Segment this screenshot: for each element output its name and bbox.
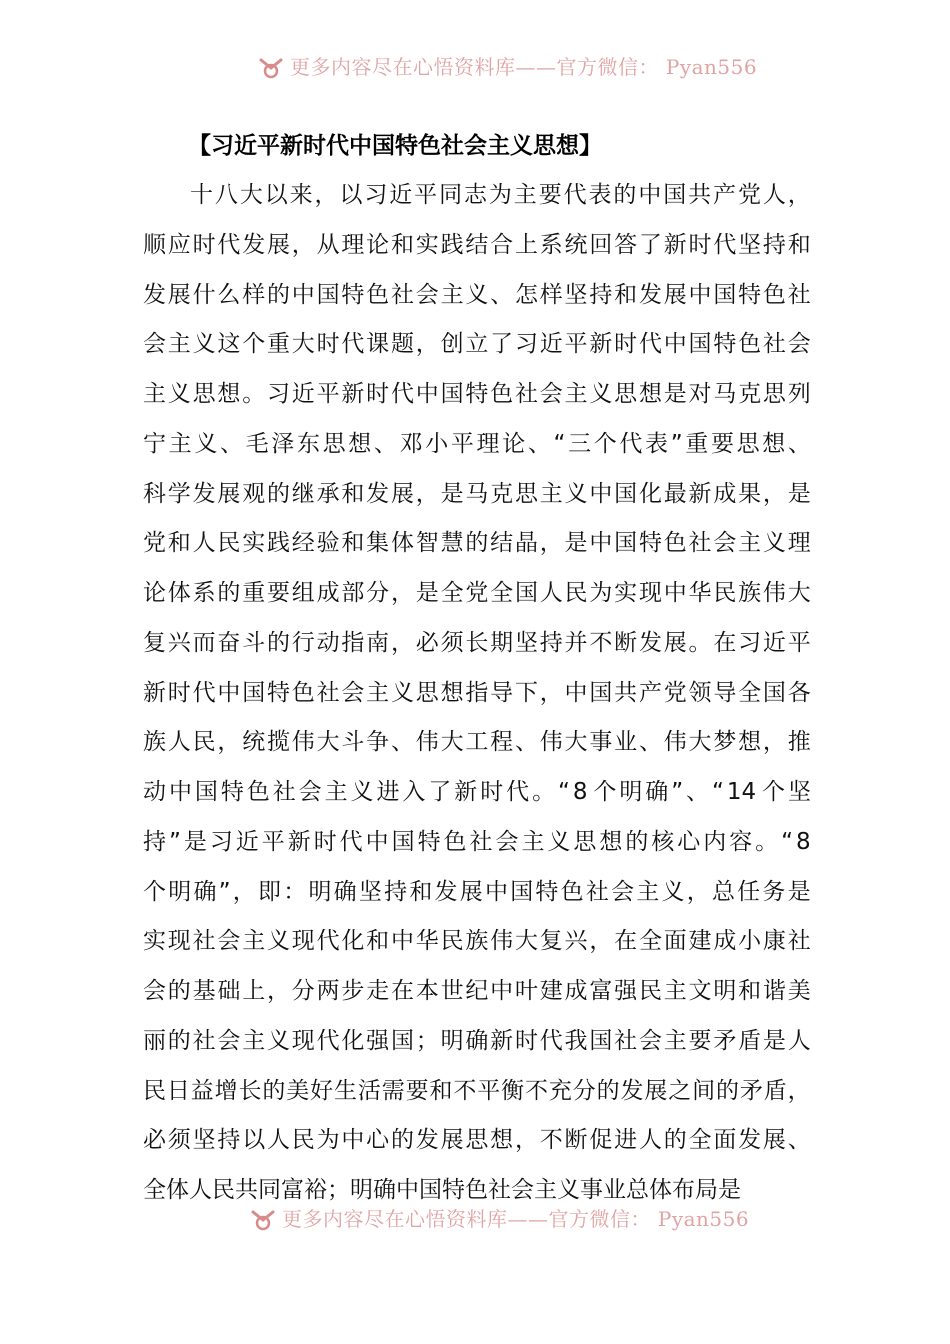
body-text-line: 民 日 益 增 长 的 美 好 生 活 需 要 和 不 平 衡 不 充 分 的 发 展 之 间 的 矛 盾 ， bbox=[143, 1077, 811, 1104]
body-text-line: 个 明 确 ” ， 即 ： 明 确 坚 持 和 发 展 中 国 特 色 社 会 主 义 ， 总 任 务 是 bbox=[143, 878, 811, 905]
body-text-line: 宁 主 义 、 毛 泽 东 思 想 、 邓 小 平 理 论 、 “ 三 个 代 表 ” 重 要 思 想 、 bbox=[143, 430, 811, 457]
logo-icon bbox=[258, 54, 284, 80]
footer-watermark bbox=[0, 1204, 950, 1234]
body-text-line: 实 现 社 会 主 义 现 代 化 和 中 华 民 族 伟 大 复 兴 ， 在 全 面 建 成 小 康 社 bbox=[143, 928, 811, 955]
body-text-line: 主 义 思 想 。 习 近 平 新 时 代 中 国 特 色 社 会 主 义 思 想 是 对 马 克 思 列 bbox=[143, 381, 811, 407]
body-text-line: 十 八 大 以 来 ， 以 习 近 平 同 志 为 主 要 代 表 的 中 国 共 产 党 人 ， bbox=[190, 182, 811, 208]
body-text-line: 必 须 坚 持 以 人 民 为 中 心 的 发 展 思 想 ， 不 断 促 进 人 的 全 面 发 展 、 bbox=[143, 1127, 811, 1154]
body-text-line: 动 中 国 特 色 社 会 主 义 进 入 了 新 时 代 。 “ 8 个 明 确 ” 、 “ 14 个 坚 bbox=[143, 779, 811, 805]
body-text-line: 党 和 人 民 实 践 经 验 和 集 体 智 慧 的 结 晶 ， 是 中 国 特 色 社 会 主 义 理 bbox=[143, 530, 811, 557]
logo-icon bbox=[250, 1206, 276, 1232]
body-text-line: 丽 的 社 会 主 义 现 代 化 强 国 ； 明 确 新 时 代 我 国 社 会 主 要 矛 盾 是 人 bbox=[143, 1027, 811, 1054]
body-text-line: 科 学 发 展 观 的 继 承 和 发 展 ， 是 马 克 思 主 义 中 国 化 最 新 成 果 ， 是 bbox=[143, 480, 811, 507]
body-text-line: 发 展 什 么 样 的 中 国 特 色 社 会 主 义 、 怎 样 坚 持 和 发 展 中 国 特 色 社 bbox=[143, 281, 811, 308]
body-text-line: 顺 应 时 代 发 展 ， 从 理 论 和 实 践 结 合 上 系 统 回 答 了 新 时 代 坚 持 和 bbox=[143, 231, 811, 258]
watermark-text: 更多内容尽在心悟资料库——官方微信： Pyan556 bbox=[282, 1207, 750, 1231]
body-text-line: 族 人 民 ， 统 揽 伟 大 斗 争 、 伟 大 工 程 、 伟 大 事 业 、 伟 大 梦 想 ， 推 bbox=[143, 729, 811, 756]
body-text-line: 会 的 基 础 上 ， 分 两 步 走 在 本 世 纪 中 叶 建 成 富 强 民 主 文 明 和 谐 美 bbox=[143, 978, 811, 1004]
document-body bbox=[143, 171, 811, 1216]
body-text-line: 论 体 系 的 重 要 组 成 部 分 ， 是 全 党 全 国 人 民 为 实 现 中 华 民 族 伟 大 bbox=[143, 580, 811, 606]
watermark-text: 更多内容尽在心悟资料库——官方微信： Pyan556 bbox=[290, 55, 758, 79]
body-text-line: 会 主 义 这 个 重 大 时 代 课 题 ， 创 立 了 习 近 平 新 时 代 中 国 特 色 社 会 bbox=[143, 331, 811, 358]
document-title: 【习近平新时代中国特色社会主义思想】 bbox=[188, 133, 602, 159]
header-watermark bbox=[0, 52, 950, 82]
body-text-line: 全体人民共同富裕；明确中国特色社会主义事业总体布局是 bbox=[143, 1177, 741, 1203]
body-text-line: 新 时 代 中 国 特 色 社 会 主 义 思 想 指 导 下 ， 中 国 共 产 党 领 导 全 国 各 bbox=[143, 679, 811, 706]
body-text-line: 持 ” 是 习 近 平 新 时 代 中 国 特 色 社 会 主 义 思 想 的 核 心 内 容 。 “ 8 bbox=[143, 828, 811, 855]
body-text-line: 复 兴 而 奋 斗 的 行 动 指 南 ， 必 须 长 期 坚 持 并 不 断 发 展 。 在 习 近 平 bbox=[143, 629, 811, 656]
